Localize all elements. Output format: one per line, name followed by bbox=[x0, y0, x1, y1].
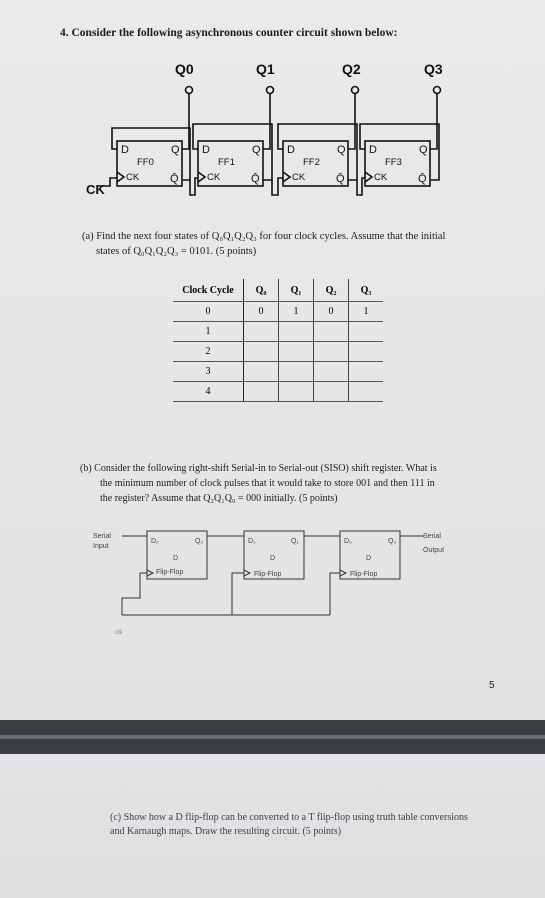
ff2-q: Q bbox=[337, 144, 346, 156]
ff1-ck: CK bbox=[207, 172, 221, 183]
table-cell bbox=[279, 362, 314, 382]
table-row bbox=[173, 362, 383, 382]
table-cell bbox=[244, 342, 279, 362]
table-cell: 0 bbox=[173, 302, 244, 322]
table-cell bbox=[279, 322, 314, 342]
ff0-ck: CK bbox=[126, 172, 140, 183]
table-cell: 0 bbox=[314, 302, 349, 322]
table-cell bbox=[314, 362, 349, 382]
table-cell bbox=[349, 382, 384, 402]
part-c-line-1: (c) Show how a D flip-flop can be converted to a T flip-flop using truth table conversions bbox=[110, 812, 468, 823]
table-cell: 4 bbox=[173, 382, 244, 402]
output-q3: Q3 bbox=[424, 61, 443, 77]
serial-output-label-1: Serial bbox=[423, 533, 441, 540]
ff3-label: FF3 bbox=[385, 157, 402, 168]
table-cell bbox=[314, 342, 349, 362]
table-cell bbox=[349, 342, 384, 362]
shift-ff0-dpin: D bbox=[366, 555, 372, 562]
ff2-label: FF2 bbox=[303, 157, 320, 168]
table-cell bbox=[314, 322, 349, 342]
ff1-qbar: Q̄ bbox=[251, 173, 260, 185]
shift-ff1-dpin: D bbox=[270, 555, 276, 562]
table-row bbox=[173, 342, 383, 362]
table-row bbox=[173, 382, 383, 402]
table-header-row bbox=[173, 279, 383, 302]
shift-ff2-q: Q₂ bbox=[195, 538, 204, 545]
ff1-label: FF1 bbox=[218, 157, 235, 168]
serial-input-label-1: Serial bbox=[93, 533, 111, 540]
table-cell bbox=[349, 322, 384, 342]
shift-ff0-d: D₀ bbox=[344, 538, 352, 545]
shift-ff1-d: D₁ bbox=[248, 538, 256, 545]
ff1-q: Q bbox=[252, 144, 261, 156]
table-cell: 0 bbox=[244, 302, 279, 322]
table-cell bbox=[314, 382, 349, 402]
ff3-d: D bbox=[369, 144, 377, 156]
page-divider-line bbox=[0, 735, 545, 739]
header-q0: Q₀ bbox=[244, 279, 279, 302]
table-cell bbox=[244, 382, 279, 402]
output-q1: Q1 bbox=[256, 61, 275, 77]
table-cell: 2 bbox=[173, 342, 244, 362]
part-c-line-2: and Karnaugh maps. Draw the resulting circuit. (5 points) bbox=[110, 826, 342, 837]
shift-ff1-q: Q₁ bbox=[291, 538, 299, 545]
ff2-d: D bbox=[287, 144, 295, 156]
shift-ff2-d: D₂ bbox=[151, 538, 159, 545]
part-b-line-2: the minimum number of clock pulses that it would take to store 001 and then 111 in bbox=[100, 478, 435, 489]
ff3-q: Q bbox=[419, 144, 428, 156]
table-cell bbox=[279, 382, 314, 402]
shift-ff1-label: Flip-Flop bbox=[254, 571, 282, 578]
table-cell: 1 bbox=[279, 302, 314, 322]
part-b-line-3: the register? Assume that Q₂Q₁Q₀ = 000 initially. (5 points) bbox=[100, 493, 338, 504]
async-counter-diagram bbox=[0, 0, 545, 230]
header-q3: Q₃ bbox=[349, 279, 384, 302]
ff0-qbar: Q̄ bbox=[170, 173, 179, 185]
ff0-q: Q bbox=[171, 144, 180, 156]
ff3-qbar: Q̄ bbox=[418, 173, 427, 185]
page-number: 5 bbox=[489, 680, 495, 691]
table-cell bbox=[244, 322, 279, 342]
part-a-line-1: (a) Find the next four states of Q₀Q₁Q₂Q₃ for four clock cycles. Assume that the initial bbox=[82, 231, 446, 242]
clock-input-label: CK bbox=[86, 182, 105, 197]
clk-label: clk bbox=[115, 630, 123, 636]
header-q1: Q₁ bbox=[279, 279, 314, 302]
table-cell bbox=[244, 362, 279, 382]
shift-ff2-label: Flip-Flop bbox=[156, 569, 184, 576]
state-table bbox=[173, 279, 383, 402]
serial-output-label-2: Output bbox=[423, 547, 445, 554]
question-4-heading: 4. Consider the following asynchronous counter circuit shown below: bbox=[60, 27, 398, 39]
ff1-d: D bbox=[202, 144, 210, 156]
ff0-d: D bbox=[121, 144, 129, 156]
serial-input-label-2: Input bbox=[93, 543, 109, 550]
shift-ff0-label: Flip-Flop bbox=[350, 571, 378, 578]
table-cell: 1 bbox=[349, 302, 384, 322]
ff0-label: FF0 bbox=[137, 157, 154, 168]
table-row bbox=[173, 322, 383, 342]
ff2-qbar: Q̄ bbox=[336, 173, 345, 185]
output-q2: Q2 bbox=[342, 61, 361, 77]
table-cell: 3 bbox=[173, 362, 244, 382]
header-q2: Q₂ bbox=[314, 279, 349, 302]
part-a-line-2: states of Q₀Q₁Q₂Q₃ = 0101. (5 points) bbox=[96, 246, 257, 257]
shift-ff2-dpin: D bbox=[173, 555, 179, 562]
header-clock-cycle: Clock Cycle bbox=[173, 279, 244, 302]
table-cell: 1 bbox=[173, 322, 244, 342]
table-cell bbox=[349, 362, 384, 382]
table-row bbox=[173, 302, 383, 322]
ff2-ck: CK bbox=[292, 172, 306, 183]
table-cell bbox=[279, 342, 314, 362]
output-q0: Q0 bbox=[175, 61, 194, 77]
ff3-ck: CK bbox=[374, 172, 388, 183]
shift-ff0-q: Q₀ bbox=[388, 538, 397, 545]
part-b-line-1: (b) Consider the following right-shift Serial-in to Serial-out (SISO) shift register. What is bbox=[80, 463, 437, 474]
